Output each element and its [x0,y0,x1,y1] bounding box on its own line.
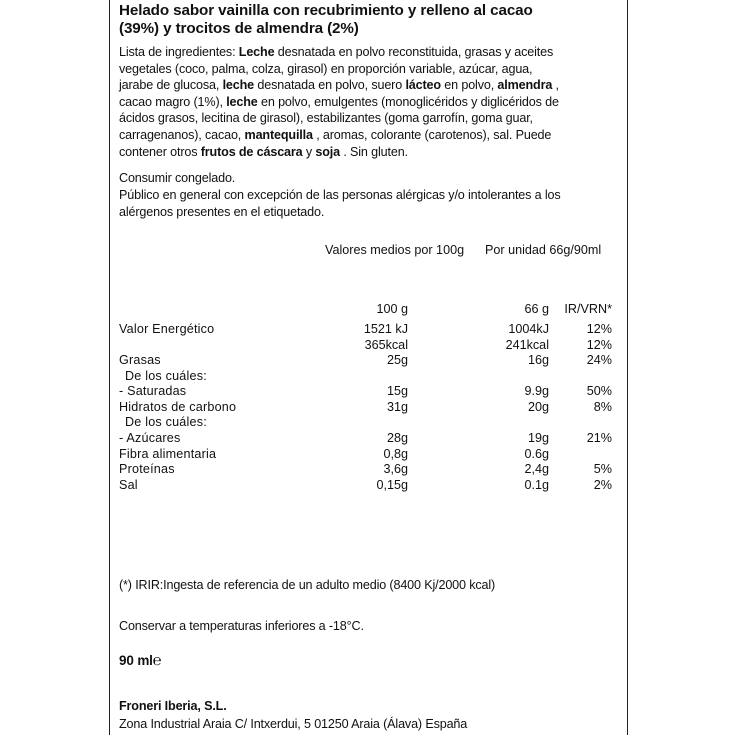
nutrient-label: - Saturadas [119,384,187,398]
value-per-100g: 0,8g [383,447,408,461]
volume-value: 90 ml [119,653,153,668]
value-ir-percent: 5% [593,462,612,476]
ingredients-line: Lista de ingredientes: Leche desnatada en polvo reconstituida, grasas y aceites [119,45,554,59]
value-per-unit: 0.6g [524,447,549,461]
value-per-100g: 25g [386,353,408,367]
nutrient-label: De los cuáles: [125,369,207,383]
ingredients-line: ácidos grasos, lecitina de girasol), estabilizantes (goma garrofín, goma guar, [119,111,533,126]
nutrient-label: Grasas [119,353,161,367]
table-header-per100: Valores medios por 100g [325,243,465,257]
nutrition-row [119,368,624,384]
nutrition-row [119,383,624,399]
nutrient-label: De los cuáles: [125,415,207,429]
label-border-right [627,0,628,735]
value-ir-percent: 24% [586,353,612,367]
product-title [119,2,624,38]
value-ir-percent: 50% [586,384,612,398]
ingredients-line: carragenanos), cacao, mantequilla , aromas, colorante (carotenos), sal. Puede [119,127,552,142]
value-ir-percent: 12% [586,322,612,336]
net-volume [119,653,162,670]
col-header-unit: 66 g [524,302,549,316]
nutrition-row [119,352,624,368]
value-per-100g: 1521 kJ [363,322,408,336]
ingredients-line: contener otros frutos de cáscara y soja . Sin gluten. [119,144,408,159]
nutrition-row [119,414,624,430]
company-address: Zona Industrial Araia C/ Intxerdui, 5 01250 Araia (Álava) España [119,717,468,731]
value-per-100g: 0,15g [376,478,408,492]
value-per-unit: 19g [527,431,549,445]
nutrient-label: - Azúcares [119,431,181,445]
ingredients-list [119,44,624,160]
nutrition-row [119,321,624,337]
nutrition-row [119,477,624,493]
nutrient-label: Hidratos de carbono [119,400,237,414]
ingredients-line: jarabe de glucosa, leche desnatada en polvo, suero lácteo en polvo, almendra , [119,78,559,93]
value-ir-percent: 21% [586,431,612,445]
col-header-ir: IR/VRN* [564,302,612,316]
nutrition-col-headers [119,301,624,317]
title-line-2: (39%) y trocitos de almendra (2%) [119,20,359,37]
nutrition-row [119,461,624,477]
title-line-1: Helado sabor vainilla con recubrimiento y relleno al cacao [119,2,533,19]
nutrient-label: Fibra alimentaria [119,447,217,461]
nutrition-row [119,430,624,446]
nutrient-label: Proteínas [119,462,175,476]
public-note-line-1: Público en general con excepción de las personas alérgicas y/o intolerantes a los [119,188,561,202]
value-per-100g: 3,6g [383,462,408,476]
value-per-unit: 241kcal [505,338,549,352]
value-per-unit: 2,4g [524,462,549,476]
nutrition-row [119,446,624,462]
col-header-100g: 100 g [376,302,408,316]
nutrition-row [119,399,624,415]
value-per-100g: 28g [386,431,408,445]
value-ir-percent: 8% [593,400,612,414]
company-name: Froneri Iberia, S.L. [119,699,227,713]
value-per-unit: 0.1g [524,478,549,492]
ingredients-line: vegetales (coco, palma, colza, girasol) en proporción variable, azúcar, agua, [119,61,533,76]
nutrient-label: Sal [119,478,138,492]
value-per-unit: 9.9g [524,384,549,398]
storage-frozen-note: Consumir congelado. [119,171,236,185]
value-ir-percent: 2% [593,478,612,492]
nutrition-row [119,337,624,353]
value-per-unit: 16g [527,353,549,367]
value-per-unit: 20g [527,400,549,414]
table-header-per-unit: Por unidad 66g/90ml [485,243,602,257]
ingredients-line: cacao magro (1%), leche en polvo, emulgentes (monoglicéridos y diglicéridos de [119,94,559,109]
public-note-line-2: alérgenos presentes en el etiquetado. [119,205,325,219]
value-per-100g: 15g [386,384,408,398]
storage-temperature-note: Conservar a temperaturas inferiores a -18°C. [119,619,364,633]
estimated-sign-icon: ℮ [152,652,162,669]
ir-footnote: (*) IRIR:Ingesta de referencia de un adulto medio (8400 Kj/2000 kcal) [119,578,496,592]
value-per-unit: 1004kJ [508,322,549,336]
value-ir-percent: 12% [586,338,612,352]
value-per-100g: 31g [386,400,408,414]
nutrition-table [119,301,624,496]
nutrient-label: Valor Energético [119,322,215,336]
value-per-100g: 365kcal [364,338,408,352]
label-border-left [109,0,110,735]
